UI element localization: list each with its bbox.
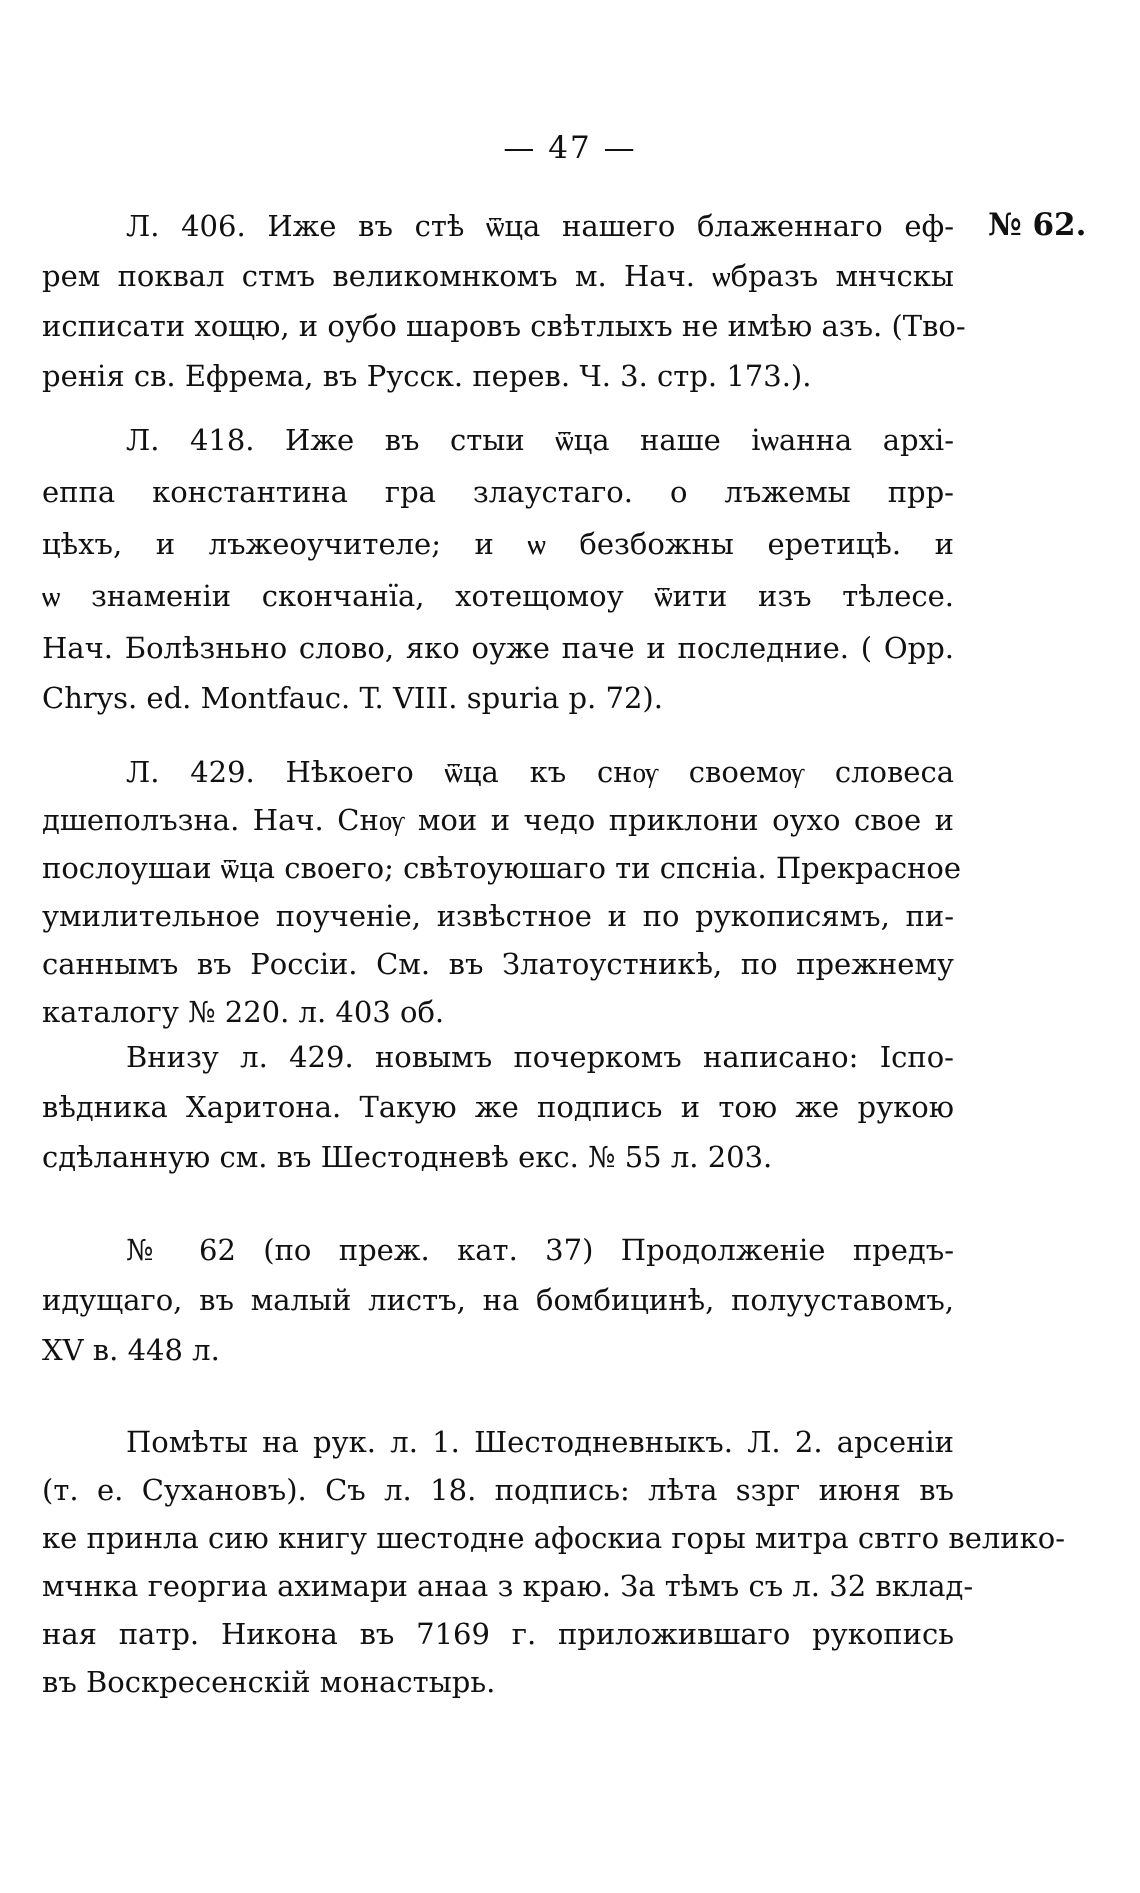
entry-418-line-5: Нач. Болѣзньно слово, яко оуже паче и последние. ( Opp. [42, 631, 954, 665]
entry-429-line-4: умилительное поученіе, извѣстное и по рукописямъ, пи- [42, 899, 954, 933]
marks-line-1: Помѣты на рук. л. 1. Шестодневныкъ. Л. 2. арсеніи [126, 1425, 954, 1459]
marks-line-4: мчнка георгиа ахимари анаа з краю. За тѣмъ съ л. 32 вклад- [42, 1569, 974, 1603]
entry-406-line-2: рем поквал стмъ великомнкомъ м. Нач. ѡбразъ мнчскы [42, 259, 954, 293]
entry-406-line-1: Л. 406. Иже въ стѣ ѿца нашего блаженнаго еф- [126, 209, 954, 243]
marks-line-3: ке принла сию книгу шестодне афоскиа горы митра свтго велико- [42, 1521, 1065, 1555]
note-429-line-2: вѣдника Харитона. Такую же подпись и тою же рукою [42, 1090, 954, 1124]
note-429-line-1: Внизу л. 429. новымъ почеркомъ написано: Іспо- [126, 1040, 954, 1074]
entry-418-line-2: еппа константина гра злаустаго. о лъжемы прр- [42, 475, 954, 509]
entry-406-line-4: ренія св. Ефрема, въ Русск. перев. Ч. 3. стр. 173.). [42, 359, 812, 393]
marks-line-6: въ Воскресенскій монастырь. [42, 1665, 496, 1699]
entry-429-line-2: дшеполъзна. Нач. Снѹ мои и чедо приклони оухо свое и [42, 803, 954, 837]
margin-manuscript-number: № 62. [988, 207, 1087, 243]
marks-line-2: (т. е. Сухановъ). Съ л. 18. подпись: лѣта ѕзрг июня въ [42, 1473, 954, 1507]
entry-418-line-4: ѡ знаменіи скончанїа, хотещомоу ѿити изъ тѣлесе. [42, 579, 954, 613]
entry-418-line-3: цѣхъ, и лъжеоучителе; и ѡ безбожны еретицѣ. и [42, 527, 954, 561]
entry-418-line-6: Chrys. ed. Montfauc. T. VIII. spuria p. 72). [42, 681, 663, 715]
note-429-line-3: сдѣланную см. въ Шестодневѣ екс. № 55 л. 203. [42, 1140, 773, 1174]
manuscript-62-line-1: № 62 (по преж. кат. 37) Продолженіе предъ- [126, 1233, 954, 1267]
marks-line-5: ная патр. Никона въ 7169 г. приложившаго рукопись [42, 1617, 954, 1651]
entry-429-line-1: Л. 429. Нѣкоего ѿца къ снѹ своемѹ словеса [126, 755, 954, 789]
entry-418-line-1: Л. 418. Иже въ стыи ѿца наше іѡанна архі- [126, 423, 954, 457]
entry-429-line-6: каталогу № 220. л. 403 об. [42, 995, 445, 1029]
entry-429-line-3: послоушаи ѿца своего; свѣтоуюшаго ти спсніа. Прекрасное [42, 851, 962, 885]
manuscript-62-line-2: идущаго, въ малый листъ, на бомбицинѣ, полууставомъ, [42, 1283, 954, 1317]
manuscript-62-line-3: XV в. 448 л. [42, 1333, 220, 1367]
entry-429-line-5: саннымъ въ Россіи. См. въ Златоустникѣ, по прежнему [42, 947, 954, 981]
entry-406-line-3: исписати хощю, и оубо шаровъ свѣтлыхъ не имѣю азъ. (Тво- [42, 309, 966, 343]
page-number: — 47 — [503, 130, 637, 166]
